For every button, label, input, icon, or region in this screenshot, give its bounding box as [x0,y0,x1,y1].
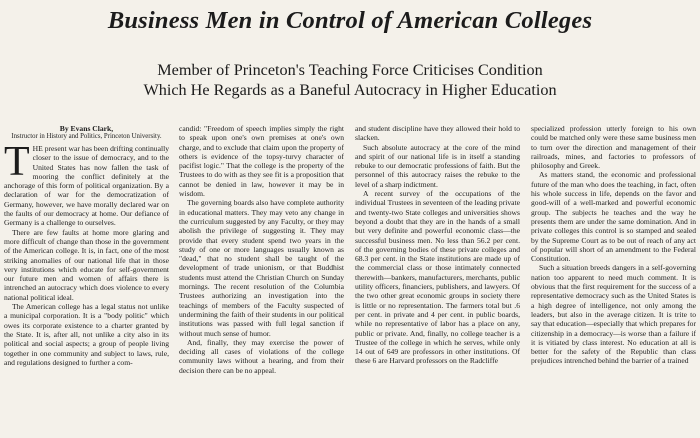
paragraph: and student discipline have they allowed their hold to slacken. [355,124,520,143]
paragraph: The American college has a legal status not unlike a municipal corporation. It is a "body politic" which owes its corporate existence to a charter granted by the State. It is, after all, not unlike a city also in its political and social aspects; a group of people living together in one community and subject to laws, rule, and regulations designed to further a com- [4,302,169,367]
paragraph: There are few faults at home more glaring and more difficult of change than those in the government of the American college. It is, in fact, one of the most striking anomalies of our national life that in those very institutions which educate for self-government our future men and women of affairs there is intrenched an autocracy which does violence to every national political ideal. [4,227,169,302]
column-4 [531,124,696,438]
column-1 [4,124,169,438]
paragraph: And, finally, they may exercise the power of deciding all cases of violations of the college community laws without a hearing, and from their decision there can be no appeal. [179,337,344,375]
paragraph: candid: "Freedom of speech implies simply the right to speak upon one's own premises at one's own charge, and to exclude that claim upon the property of others is evidence of the topsy-turvy character of pacifist logic." That the college is the property of the Trustees to do with as they see fit is a proposition that cannot be denied in law, however it may be in wisdom. [179,124,344,199]
subhead-line-1: Member of Princeton's Teaching Force Criticises Condition [157,61,543,79]
article-headline: Business Men in Control of American Colleges [107,7,593,34]
lead-paragraph-text: HE present war has been drifting continually closer to the issue of democracy, and to the United States has now fallen the task of mooring the conflict definitely at the anchorage of this form of political organization. By a declaration of war for the democratization of Germany, however, we have morally declared war on the faults of our democracy at home. Our defiance of Germany is a challenge to ourselves. [4,144,169,228]
paragraph: Such a situation breeds dangers in a self-governing nation too apparent to need much comment. It is obvious that the first requirement for the success of a representative democracy such as the United States is a high degree of intelligence, not only among the leaders, but also in the average citizen. It is trite to say that education—especially that which prepares for citizenship in a democracy—is worse than a failure if it is vitiated by class interest. No education at all is better for the safety of the Republic than class prejudices intrenched behind the barrier of a trained [531,263,696,366]
article-subhead [0,60,700,100]
column-3 [355,124,520,438]
paragraph: Such absolute autocracy at the core of the mind and spirit of our national life is in itself a standing rebuke to our democratic professions of faith. But the personnel of this autocracy raises the rebuke to the level of a sharp indictment. [355,142,520,189]
article-body [4,124,696,438]
column-2 [179,124,344,438]
subhead-line-2: Which He Regards as a Baneful Autocracy in Higher Education [143,81,557,99]
byline: By Evans Clark, [59,124,114,133]
paragraph: A recent survey of the occupations of the individual Trustees in seventeen of the leading private and twenty-two State colleges and universities shows beyond a doubt that they are in the hands of a small but very definite and powerful economic class—the successful business men. No less than 56.2 per cent. of the governing bodies of these private colleges and 68.3 per cent. in the State institutions are made up of the commercial class or those intimately connected therewith—bankers, manufacturers, merchants, public utility officers, financiers, publishers, and lawyers. Of the two other great economic groups in society there is little or no representation. The farmers total but .6 per cent. in private and 4 per cent. in public boards, while no representative of labor has a place on any, public or private. And, finally, no college teacher is a Trustee of the college in which he serves, while only 14 out of 649 are professors in other institutions. Of these 6 are Harvard professors on the Radcliffe [355,189,520,366]
lead-paragraph [4,139,169,228]
paragraph: specialized profession utterly foreign to his own could be matched only were these same business men to turn over the direction and management of their railroads, mines, and factories to professors of philosophy and Greek. [531,124,696,171]
author-affiliation: Instructor in History and Politics, Princeton University. [11,133,162,140]
paragraph: As matters stand, the economic and professional future of the man who does the teaching, in fact, often his whole success in life, depends on the favor and good-will of a well-marked and powerful economic group. The subjects he teaches and the way he presents them are under the same domination. And in private colleges this control is so stamped and sealed by the Supreme Court as to be out of reach of any act of popular will short of an amendment to the Federal Constitution. [531,170,696,264]
paragraph: The governing boards also have complete authority in educational matters. They may veto any change in the curriculum suggested by any Faculty, or they may abolish the privilege of suggesting it. They may provide that every student spend two years in the study of one or more languages usually known as "dead," that no student shall be taught of the development of trade unionism, or that Buddhist students must attend the Christian Church on Sunday mornings. The recent resolution of the Columbia Trustees authorizing an investigation into the teachings of members of the Faculty suspected of undermining the faith of their students in our political institutions was passed with full legal sanction if without much sense of humor. [179,198,344,338]
drop-cap: T [4,139,30,185]
